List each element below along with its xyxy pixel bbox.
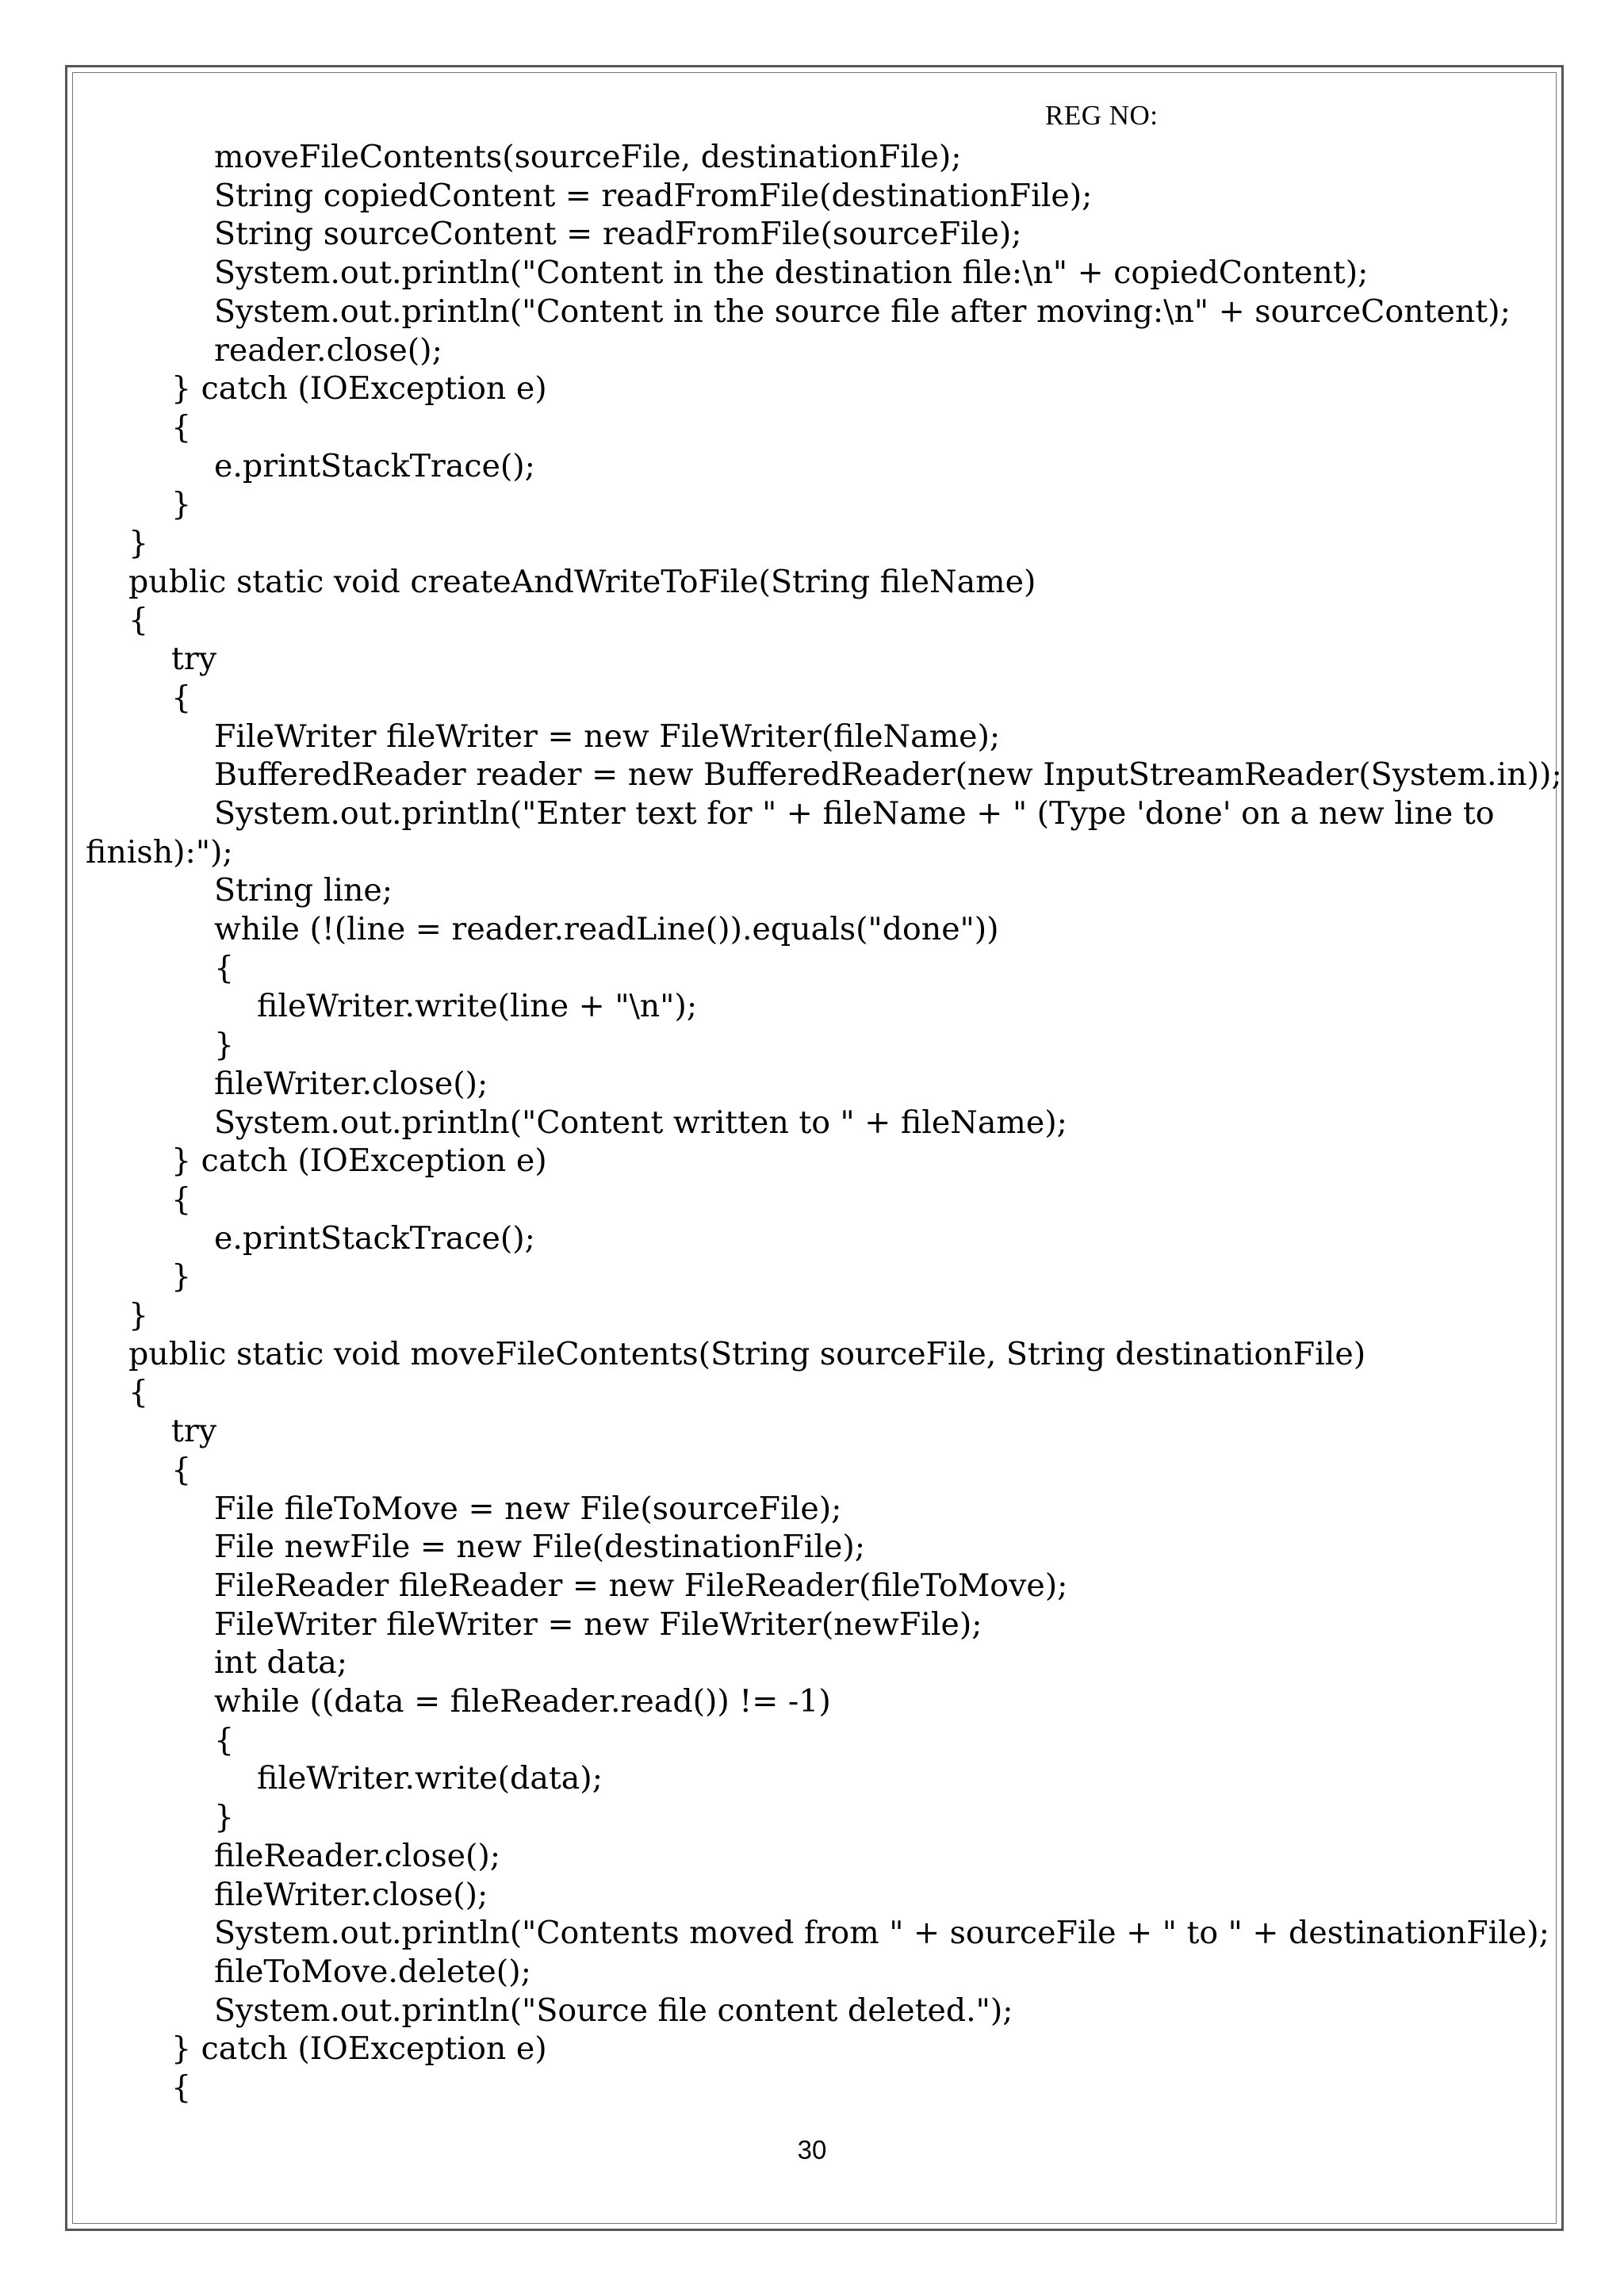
code-line: } catch (IOException e) [171,1142,547,1180]
code-line: e.printStackTrace(); [214,447,535,484]
code-line: FileReader fileReader = new FileReader(fileToMove); [214,1567,1068,1604]
code-line: fileReader.close(); [214,1837,501,1874]
code-line: reader.close(); [214,331,442,369]
code-line: FileWriter fileWriter = new FileWriter(fileName); [214,718,1001,755]
code-line: fileWriter.close(); [214,1065,488,1102]
code-line: BufferedReader reader = new BufferedReader(new InputStreamReader(System.in)); [214,756,1562,794]
code-line: } catch (IOException e) [171,370,547,408]
code-line: while ((data = fileReader.read()) != -1) [214,1683,831,1720]
code-line: } [214,1799,235,1836]
code-line: fileWriter.write(line + "\n"); [257,988,698,1025]
code-line: System.out.println("Content in the source file after moving:\n" + sourceContent); [214,293,1511,330]
code-line: { [214,1721,235,1758]
code-line: System.out.println("Enter text for " + fileName + " (Type 'done' on a new line to [214,794,1495,832]
code-line: finish):"); [86,833,233,871]
code-line: fileWriter.write(data); [257,1760,603,1797]
code-line: { [171,679,192,716]
code-line: while (!(line = reader.readLine()).equals("done")) [214,911,999,947]
reg-no-label: REG NO: [1045,100,1159,131]
code-line: { [171,2069,192,2106]
code-line: { [171,1451,192,1488]
code-line: String line; [214,872,393,909]
code-line: System.out.println("Content in the destination file:\n" + copiedContent); [214,254,1369,292]
code-line: try [171,1413,217,1450]
code-line: File newFile = new File(destinationFile); [214,1529,866,1566]
code-line: public static void createAndWriteToFile(String fileName) [128,563,1036,600]
code-line: FileWriter fileWriter = new FileWriter(newFile); [214,1605,982,1643]
code-line: } [171,486,192,523]
code-line: { [171,1181,192,1218]
code-line: { [171,408,192,446]
code-line: try [171,641,217,678]
code-line: String copiedContent = readFromFile(destinationFile); [214,177,1093,214]
page-number: 30 [797,2135,827,2164]
code-line: { [128,1374,149,1411]
code-line: } [128,525,149,561]
code-line: e.printStackTrace(); [214,1219,535,1257]
code-line: int data; [214,1644,348,1682]
code-line: } [128,1297,149,1334]
code-line: String sourceContent = readFromFile(sourceFile); [214,216,1022,253]
code-line: { [128,602,149,639]
code-line: System.out.println("Content written to " + fileName); [214,1104,1067,1141]
code-line: public static void moveFileContents(String sourceFile, String destinationFile) [128,1335,1366,1372]
code-line: } [214,1027,235,1064]
code-line: { [214,949,235,986]
code-line: moveFileContents(sourceFile, destinationFile); [214,139,962,175]
code-line: fileWriter.close(); [214,1876,488,1913]
code-line: } catch (IOException e) [171,2030,547,2068]
code-line: File fileToMove = new File(sourceFile); [214,1490,842,1527]
code-line: fileToMove.delete(); [214,1953,531,1990]
code-line: } [171,1258,192,1295]
code-line: System.out.println("Contents moved from " + sourceFile + " to " + destinationFile); [214,1915,1549,1952]
code-line: System.out.println("Source file content deleted."); [214,1992,1013,2029]
